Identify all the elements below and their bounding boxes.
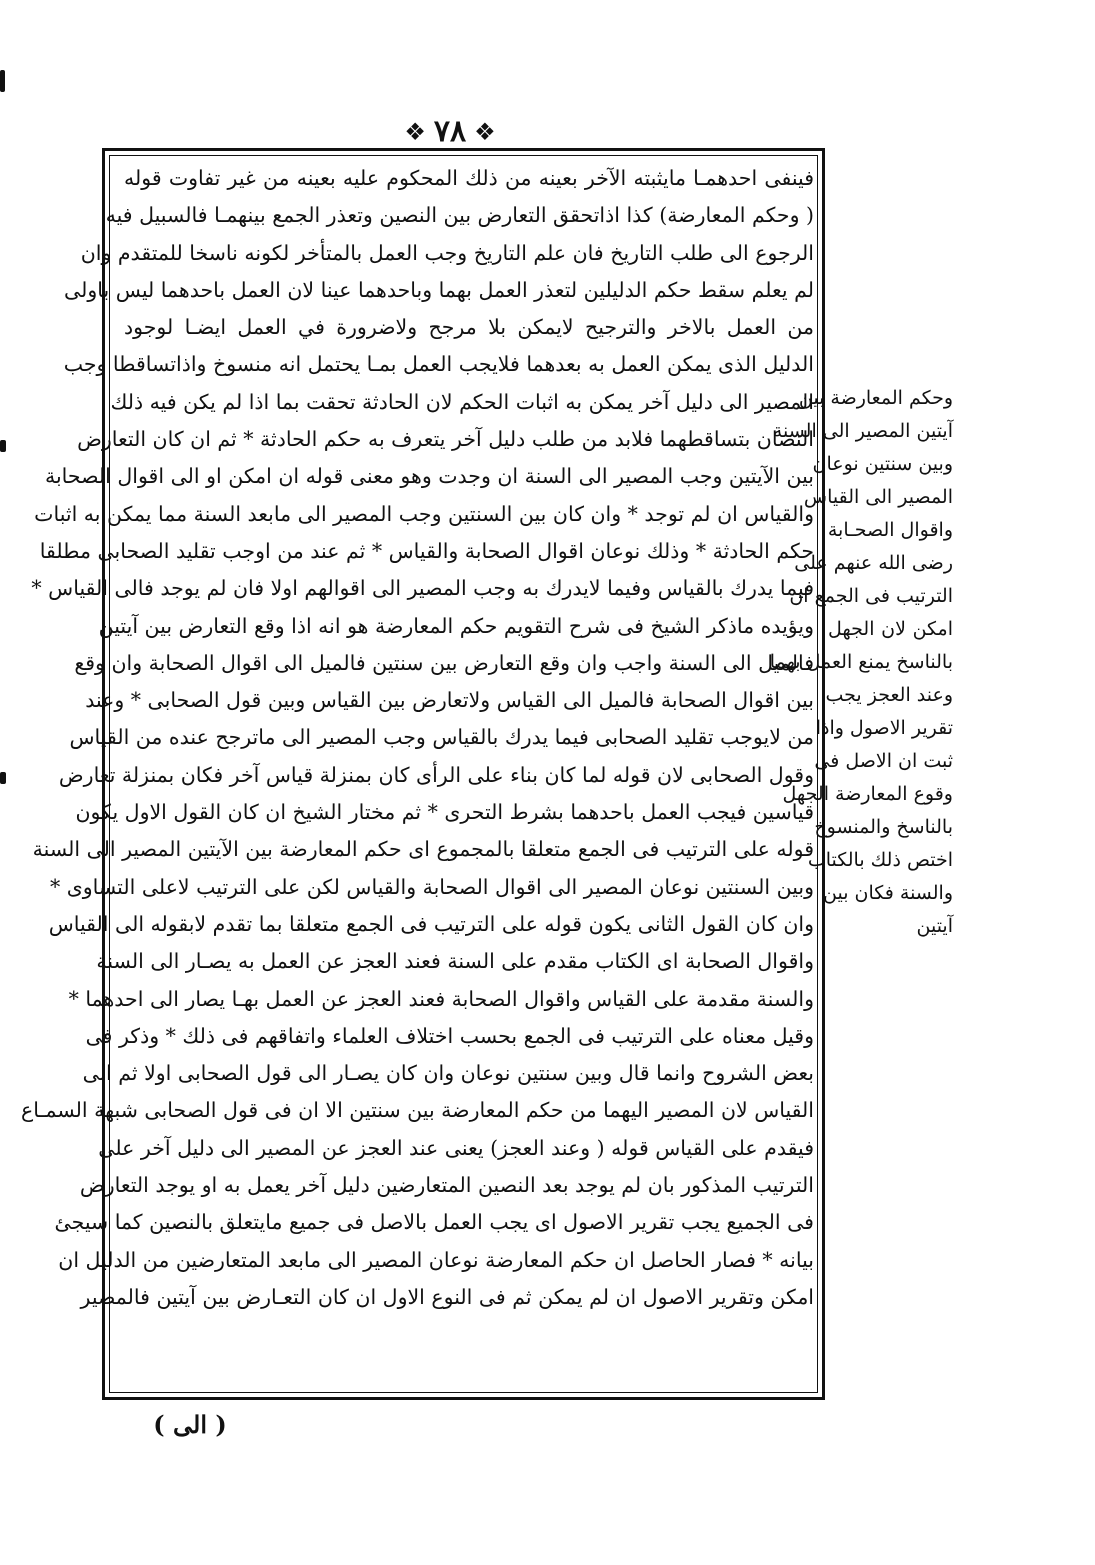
text-line: فينفى احدهمـا مايثبته الآخر بعينه من ذلك المحكوم عليه بعينه من غير تفاوت قوله — [124, 166, 814, 190]
margin-line: وعند العجز يجب — [825, 684, 953, 706]
margin-line: تقرير الاصول واذا — [815, 717, 953, 739]
text-line: فالميل الى السنة واجب وان وقع التعارض بين سنتين فالميل الى اقوال الصحابة وان وقع — [74, 650, 814, 675]
text-line: من لايوجب تقليد الصحابى فيما يدرك بالقياس وجب المصير الى ماترجح عنده من القياس — [69, 725, 814, 750]
text-line: من العمل بالاخر والترجيح لايمكن بلا مرجح ولاضرورة في العمل ايضـا لوجود — [124, 315, 814, 340]
text-line: قوله على الترتيب فى الجمع متعلقا بالمجموع اى حكم المعارضة بين الآيتين المصير الى السنة — [32, 837, 814, 862]
text-line: وقول الصحابى لان قوله لما كان بناء على الرأى كان بمنزلة قياس آخر فكان بمنزلة تعارض — [58, 762, 814, 787]
scan-edge-mark-middle — [0, 440, 6, 452]
text-line: قياسين فيجب العمل باحدهما بشرط التحرى * ثم مختار الشيخ ان كان القول الاول يكون — [75, 800, 814, 825]
margin-line: الترتيب فى الجمع ان — [789, 585, 953, 607]
margin-line: المصير الى القياس — [803, 486, 953, 508]
margin-line: امكن لان الجهل — [828, 618, 953, 640]
margin-line: وقوع المعارضة الجهل — [782, 783, 953, 805]
text-line: لم يعلم سقط حكم الدليلين لتعذر العمل بهما وباحدهما عينا لان العمل باحدهما ليس باولى — [64, 277, 814, 302]
text-line: الترتيب المذكور بان لم يوجد بعد النصين المتعارضين دليل آخر يعمل به او يوجد التعارض — [79, 1173, 814, 1198]
text-line: المصير الى دليل آخر يمكن به اثبات الحكم لان الحادثة تحقت بما اذا لم يكن فيه ذلك — [110, 389, 814, 414]
text-line: بين اقوال الصحابة فالميل الى القياس ولاتعارض بين القياس وبين قول الصحابى * وعند — [85, 688, 814, 713]
text-line: امكن وتقرير الاصول ان لم يمكن ثم فى النوع الاول ان كان التعـارض بين آيتين فالمصير — [80, 1284, 814, 1309]
text-line: وقيل معناه على الترتيب فى الجمع بحسب اختلاف العلماء واتفاقهم فى ذلك * وذكر فى — [85, 1023, 814, 1048]
text-line: القياس لان المصير اليهما من حكم المعارضة بين سنتين الا ان فى قول الصحابى شبهة السمـاع — [21, 1098, 814, 1123]
margin-line: اختص ذلك بالكتاب — [807, 849, 953, 871]
text-line: وان كان القول الثانى يكون قوله على الترتيب فى الجمع متعلقا بما تقدم لابقوله الى القياس — [48, 911, 814, 936]
ornament-right-icon: ❖ — [474, 118, 496, 146]
text-line: واقوال الصحابة اى الكتاب مقدم على السنة فعند العجز عن العمل به يصـار الى السنة — [96, 949, 814, 974]
text-line: ويؤيده ماذكر الشيخ فى شرح التقويم حكم المعارضة هو انه اذا وقع التعارض بين آيتين — [98, 613, 814, 638]
margin-line: وبين سنتين نوعان — [812, 453, 953, 475]
scan-edge-mark-top — [0, 70, 5, 92]
page-number: ٧٨ — [433, 114, 467, 149]
margin-line: بالناسخ يمنع العمل بهما — [769, 651, 953, 673]
page-header — [395, 112, 505, 152]
margin-line: والسنة فكان بين — [823, 882, 953, 904]
text-line: فى الجميع يجب تقرير الاصول اى يجب العمل بالاصل فى جميع مايتعلق بالنصين كما سيجئ — [54, 1210, 814, 1235]
text-line: بين الآيتين وجب المصير الى السنة ان وجدت وهو معنى قوله ان امكن او الى اقوال الصحابة — [44, 464, 814, 489]
margin-line: بالناسخ والمنسوخ — [814, 816, 953, 838]
margin-line: رضى الله عنهم على — [794, 552, 953, 574]
catchword: ( الى ) — [153, 1410, 227, 1439]
scan-edge-mark-lower — [0, 772, 6, 784]
text-line: وبين السنتين نوعان المصير الى اقوال الصحابة والقياس لكن على الترتيب لاعلى التساوى * — [49, 874, 814, 899]
margin-line: وحكم المعارضة بين — [798, 387, 953, 409]
text-line: والسنة مقدمة على القياس واقوال الصحابة فعند العجز عن العمل بهـا يصار الى احدهما * — [68, 986, 814, 1011]
margin-line: آيتين — [916, 915, 953, 937]
text-line: بيانه * فصار الحاصل ان حكم المعارضة نوعان المصير الى مابعد المتعارضين من الدليل ان — [58, 1247, 814, 1272]
text-line: فيقدم على القياس قوله ( وعند العجز) يعنى عند العجز عن المصير الى دليل آخر على — [98, 1135, 814, 1160]
text-line: الرجوع الى طلب التاريخ فان علم التاريخ وجب العمل بالمتأخر لكونه ناسخا للمتقدم وان — [80, 240, 814, 265]
text-line: ( وحكم المعارضة) كذا اذاتحقق التعارض بين النصين وتعذر الجمع بينهمـا فالسبيل فيه — [105, 203, 814, 228]
text-line: بعض الشروح وانما قال وبين سنتين نوعان وان كان يصـار الى قول الصحابى اولا ثم الى — [82, 1061, 814, 1086]
margin-note — [769, 382, 953, 1072]
main-text-block — [21, 160, 814, 1392]
margin-line: واقوال الصحـابة — [827, 519, 953, 541]
margin-line: آيتين المصير الى السنة — [772, 420, 953, 442]
text-line: حكم الحادثة * وذلك نوعان اقوال الصحابة والقياس * ثم عند من اوجب تقليد الصحابى مطلقا — [39, 538, 814, 563]
text-line: فيما يدرك بالقياس وفيما لايدرك به وجب المصير الى اقوالهم اولا فان لم يوجد فالى القياس * — [31, 576, 814, 601]
ornament-left-icon: ❖ — [404, 118, 426, 146]
margin-line: ثبت ان الاصل فى — [814, 750, 953, 772]
text-line: الدليل الذى يمكن العمل به بعدهما فلايجب العمل بمـا يحتمل انه منسوخ واذاتساقطا وجب — [63, 352, 814, 377]
text-line: والقياس ان لم توجد * وان كان بين السنتين وجب المصير الى مابعد السنة مما يمكن به اثبات — [34, 501, 814, 526]
text-line: النصان بتساقطهما فلابد من طلب دليل آخر يتعرف به حكم الحادثة * ثم ان كان التعارض — [77, 427, 814, 452]
